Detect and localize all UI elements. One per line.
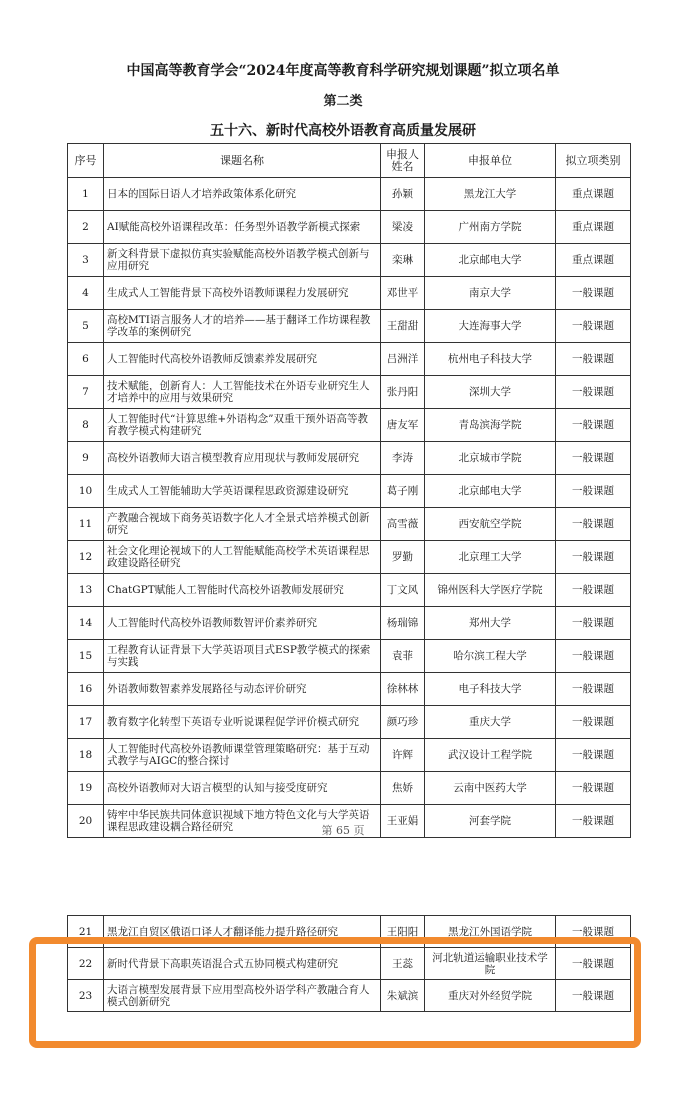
row-title: 人工智能时代高校外语教师反馈素养发展研究 bbox=[104, 343, 381, 376]
category-heading: 第二类 bbox=[323, 94, 363, 109]
row-institution: 北京邮电大学 bbox=[425, 475, 556, 508]
table-row bbox=[68, 640, 631, 673]
row-applicant: 李涛 bbox=[381, 442, 425, 475]
row-applicant: 杨瑞锦 bbox=[381, 607, 425, 640]
row-title: 新文科背景下虚拟仿真实验赋能高校外语教学模式创新与应用研究 bbox=[104, 244, 381, 277]
row-title: 产教融合视域下商务英语数字化人才全景式培养模式创新研究 bbox=[104, 508, 381, 541]
row-applicant: 栾琳 bbox=[381, 244, 425, 277]
row-institution: 河套学院 bbox=[425, 805, 556, 838]
row-number: 17 bbox=[68, 706, 104, 739]
table-row bbox=[68, 178, 631, 211]
row-applicant: 唐友军 bbox=[381, 409, 425, 442]
row-number: 11 bbox=[68, 508, 104, 541]
row-number: 23 bbox=[68, 980, 104, 1012]
row-applicant: 葛子刚 bbox=[381, 475, 425, 508]
table-row bbox=[68, 739, 631, 772]
document-title: 中国高等教育学会“2024年度高等教育科学研究规划课题”拟立项名单 bbox=[126, 63, 560, 79]
row-category: 一般课题 bbox=[556, 409, 631, 442]
table-row bbox=[68, 607, 631, 640]
row-title: 社会文化理论视域下的人工智能赋能高校学术英语课程思政建设路径研究 bbox=[104, 541, 381, 574]
row-institution: 黑龙江外国语学院 bbox=[425, 916, 556, 948]
header-no: 序号 bbox=[68, 144, 104, 178]
row-applicant: 许辉 bbox=[381, 739, 425, 772]
row-title: 黑龙江自贸区俄语口译人才翻译能力提升路径研究 bbox=[104, 916, 381, 948]
row-institution: 深圳大学 bbox=[425, 376, 556, 409]
row-category: 一般课题 bbox=[556, 673, 631, 706]
row-title: 新时代背景下高职英语混合式五协同模式构建研究 bbox=[104, 948, 381, 980]
row-institution: 青岛滨海学院 bbox=[425, 409, 556, 442]
row-category: 重点课题 bbox=[556, 244, 631, 277]
row-institution: 锦州医科大学医疗学院 bbox=[425, 574, 556, 607]
row-applicant: 焦娇 bbox=[381, 772, 425, 805]
row-institution: 河北轨道运输职业技术学院 bbox=[425, 948, 556, 980]
row-applicant: 王亚娟 bbox=[381, 805, 425, 838]
row-institution: 南京大学 bbox=[425, 277, 556, 310]
row-number: 6 bbox=[68, 343, 104, 376]
row-category: 一般课题 bbox=[556, 916, 631, 948]
row-category: 一般课题 bbox=[556, 310, 631, 343]
row-category: 重点课题 bbox=[556, 211, 631, 244]
table-row bbox=[68, 277, 631, 310]
header-name: 申报人姓名 bbox=[381, 144, 425, 178]
row-applicant: 丁文风 bbox=[381, 574, 425, 607]
row-number: 10 bbox=[68, 475, 104, 508]
row-institution: 北京理工大学 bbox=[425, 541, 556, 574]
row-category: 一般课题 bbox=[556, 706, 631, 739]
row-number: 15 bbox=[68, 640, 104, 673]
row-category: 一般课题 bbox=[556, 739, 631, 772]
row-applicant: 王阳阳 bbox=[381, 916, 425, 948]
row-category: 一般课题 bbox=[556, 343, 631, 376]
row-number: 2 bbox=[68, 211, 104, 244]
table-row bbox=[68, 409, 631, 442]
row-applicant: 邓世平 bbox=[381, 277, 425, 310]
row-number: 1 bbox=[68, 178, 104, 211]
row-category: 一般课题 bbox=[556, 277, 631, 310]
row-institution: 大连海事大学 bbox=[425, 310, 556, 343]
row-number: 12 bbox=[68, 541, 104, 574]
row-institution: 电子科技大学 bbox=[425, 673, 556, 706]
row-number: 14 bbox=[68, 607, 104, 640]
row-category: 一般课题 bbox=[556, 475, 631, 508]
row-institution: 重庆大学 bbox=[425, 706, 556, 739]
row-title: 生成式人工智能背景下高校外语教师课程力发展研究 bbox=[104, 277, 381, 310]
table-row bbox=[68, 343, 631, 376]
row-applicant: 颜巧珍 bbox=[381, 706, 425, 739]
section-heading: 五十六、新时代高校外语教育高质量发展研 bbox=[210, 123, 476, 139]
row-number: 3 bbox=[68, 244, 104, 277]
row-institution: 郑州大学 bbox=[425, 607, 556, 640]
row-number: 22 bbox=[68, 948, 104, 980]
row-number: 7 bbox=[68, 376, 104, 409]
row-category: 一般课题 bbox=[556, 772, 631, 805]
row-number: 18 bbox=[68, 739, 104, 772]
header-unit: 申报单位 bbox=[425, 144, 556, 178]
row-title: 大语言模型发展背景下应用型高校外语学科产教融合育人模式创新研究 bbox=[104, 980, 381, 1012]
row-title: 高校外语教师大语言模型教育应用现状与教师发展研究 bbox=[104, 442, 381, 475]
row-category: 一般课题 bbox=[556, 574, 631, 607]
row-category: 一般课题 bbox=[556, 442, 631, 475]
table-row bbox=[68, 541, 631, 574]
row-applicant: 高雪薇 bbox=[381, 508, 425, 541]
row-institution: 杭州电子科技大学 bbox=[425, 343, 556, 376]
row-institution: 重庆对外经贸学院 bbox=[425, 980, 556, 1012]
row-institution: 广州南方学院 bbox=[425, 211, 556, 244]
row-number: 8 bbox=[68, 409, 104, 442]
row-title: 高校MTI语言服务人才的培养——基于翻译工作坊课程教学改革的案例研究 bbox=[104, 310, 381, 343]
table-row bbox=[68, 508, 631, 541]
row-category: 一般课题 bbox=[556, 948, 631, 980]
project-table bbox=[67, 143, 631, 838]
row-applicant: 张丹阳 bbox=[381, 376, 425, 409]
row-title: 人工智能时代“计算思维+外语构念”双重干预外语高等教育教学模式构建研究 bbox=[104, 409, 381, 442]
row-applicant: 徐林林 bbox=[381, 673, 425, 706]
row-institution: 云南中医药大学 bbox=[425, 772, 556, 805]
row-applicant: 梁凌 bbox=[381, 211, 425, 244]
table-row bbox=[68, 706, 631, 739]
row-category: 一般课题 bbox=[556, 805, 631, 838]
row-title: 外语教师数智素养发展路径与动态评价研究 bbox=[104, 673, 381, 706]
table-row bbox=[68, 244, 631, 277]
row-applicant: 王甜甜 bbox=[381, 310, 425, 343]
table-row bbox=[68, 376, 631, 409]
row-number: 19 bbox=[68, 772, 104, 805]
row-category: 重点课题 bbox=[556, 178, 631, 211]
table-row bbox=[68, 442, 631, 475]
row-category: 一般课题 bbox=[556, 508, 631, 541]
row-applicant: 罗勤 bbox=[381, 541, 425, 574]
row-applicant: 王蕊 bbox=[381, 948, 425, 980]
row-number: 20 bbox=[68, 805, 104, 838]
row-institution: 黑龙江大学 bbox=[425, 178, 556, 211]
row-title: 人工智能时代高校外语教师数智评价素养研究 bbox=[104, 607, 381, 640]
row-institution: 武汉设计工程学院 bbox=[425, 739, 556, 772]
table-row bbox=[68, 673, 631, 706]
row-category: 一般课题 bbox=[556, 376, 631, 409]
row-category: 一般课题 bbox=[556, 980, 631, 1012]
row-institution: 西安航空学院 bbox=[425, 508, 556, 541]
row-title: 教育数字化转型下英语专业听说课程促学评价模式研究 bbox=[104, 706, 381, 739]
row-institution: 哈尔滨工程大学 bbox=[425, 640, 556, 673]
table-header-row bbox=[68, 144, 631, 178]
row-number: 4 bbox=[68, 277, 104, 310]
row-title: 铸牢中华民族共同体意识视域下地方特色文化与大学英语课程思政建设耦合路径研究 bbox=[104, 805, 381, 838]
row-number: 21 bbox=[68, 916, 104, 948]
row-number: 9 bbox=[68, 442, 104, 475]
row-category: 一般课题 bbox=[556, 541, 631, 574]
table-row bbox=[68, 211, 631, 244]
row-title: 工程教育认证背景下大学英语项目式ESP教学模式的探索与实践 bbox=[104, 640, 381, 673]
highlight-box bbox=[29, 937, 641, 1048]
row-number: 16 bbox=[68, 673, 104, 706]
page-number: 第 65 页 bbox=[321, 824, 365, 837]
row-applicant: 孙颖 bbox=[381, 178, 425, 211]
row-applicant: 吕洲洋 bbox=[381, 343, 425, 376]
row-title: 生成式人工智能辅助大学英语课程思政资源建设研究 bbox=[104, 475, 381, 508]
row-institution: 北京城市学院 bbox=[425, 442, 556, 475]
row-title: ChatGPT赋能人工智能时代高校外语教师发展研究 bbox=[104, 574, 381, 607]
table-row bbox=[68, 310, 631, 343]
row-title: 高校外语教师对大语言模型的认知与接受度研究 bbox=[104, 772, 381, 805]
row-applicant: 朱斌滨 bbox=[381, 980, 425, 1012]
table-row bbox=[68, 475, 631, 508]
row-title: 日本的国际日语人才培养政策体系化研究 bbox=[104, 178, 381, 211]
table-row bbox=[68, 772, 631, 805]
header-title: 课题名称 bbox=[104, 144, 381, 178]
row-number: 13 bbox=[68, 574, 104, 607]
row-title: 人工智能时代高校外语教师课堂管理策略研究：基于互动式教学与AIGC的整合探讨 bbox=[104, 739, 381, 772]
row-institution: 北京邮电大学 bbox=[425, 244, 556, 277]
row-number: 5 bbox=[68, 310, 104, 343]
row-title: AI赋能高校外语课程改革：任务型外语教学新模式探索 bbox=[104, 211, 381, 244]
row-title: 技术赋能，创新育人：人工智能技术在外语专业研究生人才培养中的应用与效果研究 bbox=[104, 376, 381, 409]
header-category: 拟立项类别 bbox=[556, 144, 631, 178]
row-category: 一般课题 bbox=[556, 640, 631, 673]
table-row bbox=[68, 574, 631, 607]
row-applicant: 袁菲 bbox=[381, 640, 425, 673]
row-category: 一般课题 bbox=[556, 607, 631, 640]
